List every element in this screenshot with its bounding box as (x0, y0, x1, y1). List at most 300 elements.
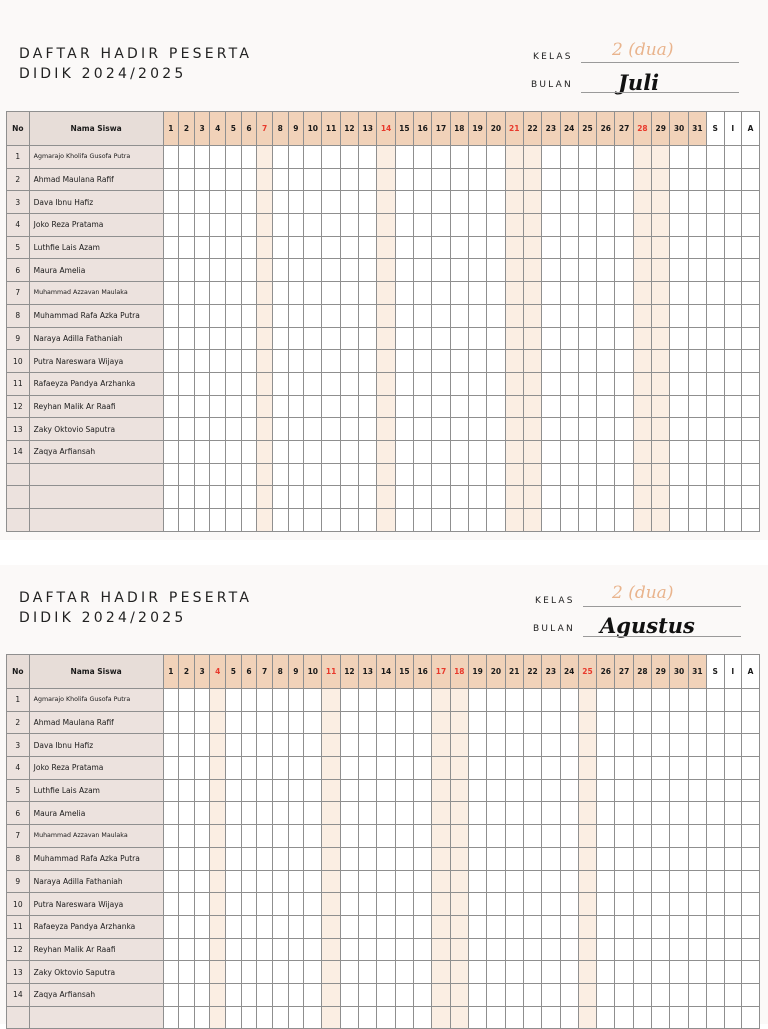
attendance-cell[interactable] (257, 509, 273, 532)
attendance-cell[interactable] (560, 236, 578, 259)
attendance-cell[interactable] (359, 327, 377, 350)
attendance-cell[interactable] (523, 463, 541, 486)
attendance-cell[interactable] (288, 689, 304, 712)
attendance-cell[interactable] (523, 893, 541, 916)
attendance-cell[interactable] (179, 440, 195, 463)
attendance-cell[interactable] (179, 509, 195, 532)
total-sakit-cell[interactable] (707, 395, 725, 418)
attendance-cell[interactable] (340, 372, 358, 395)
attendance-cell[interactable] (304, 236, 322, 259)
attendance-cell[interactable] (288, 304, 304, 327)
attendance-cell[interactable] (615, 327, 633, 350)
attendance-cell[interactable] (597, 486, 615, 509)
attendance-cell[interactable] (210, 486, 226, 509)
attendance-cell[interactable] (322, 1006, 340, 1029)
attendance-cell[interactable] (432, 734, 450, 757)
attendance-cell[interactable] (688, 236, 706, 259)
attendance-cell[interactable] (578, 350, 596, 373)
attendance-cell[interactable] (523, 779, 541, 802)
attendance-cell[interactable] (226, 418, 242, 441)
attendance-cell[interactable] (615, 146, 633, 169)
attendance-cell[interactable] (241, 734, 257, 757)
attendance-cell[interactable] (432, 214, 450, 237)
attendance-cell[interactable] (652, 282, 670, 305)
attendance-cell[interactable] (272, 893, 288, 916)
attendance-cell[interactable] (272, 779, 288, 802)
total-sakit-cell[interactable] (707, 440, 725, 463)
attendance-cell[interactable] (163, 214, 179, 237)
attendance-cell[interactable] (359, 802, 377, 825)
attendance-cell[interactable] (468, 757, 486, 780)
attendance-cell[interactable] (272, 961, 288, 984)
attendance-cell[interactable] (487, 689, 505, 712)
attendance-cell[interactable] (487, 961, 505, 984)
attendance-cell[interactable] (542, 440, 560, 463)
attendance-cell[interactable] (505, 191, 523, 214)
attendance-cell[interactable] (272, 350, 288, 373)
attendance-cell[interactable] (487, 463, 505, 486)
total-sakit-cell[interactable] (707, 418, 725, 441)
total-sakit-cell[interactable] (707, 757, 725, 780)
attendance-cell[interactable] (432, 915, 450, 938)
attendance-cell[interactable] (179, 983, 195, 1006)
attendance-cell[interactable] (179, 236, 195, 259)
attendance-cell[interactable] (487, 236, 505, 259)
attendance-cell[interactable] (578, 847, 596, 870)
attendance-cell[interactable] (322, 961, 340, 984)
attendance-cell[interactable] (226, 236, 242, 259)
attendance-cell[interactable] (322, 509, 340, 532)
attendance-cell[interactable] (359, 825, 377, 848)
attendance-cell[interactable] (395, 440, 413, 463)
attendance-cell[interactable] (414, 372, 432, 395)
total-alpa-cell[interactable] (742, 440, 760, 463)
attendance-cell[interactable] (257, 418, 273, 441)
attendance-cell[interactable] (542, 825, 560, 848)
attendance-cell[interactable] (432, 463, 450, 486)
attendance-cell[interactable] (340, 191, 358, 214)
attendance-cell[interactable] (450, 259, 468, 282)
attendance-cell[interactable] (395, 1006, 413, 1029)
attendance-cell[interactable] (652, 304, 670, 327)
attendance-cell[interactable] (340, 395, 358, 418)
attendance-cell[interactable] (633, 779, 651, 802)
attendance-cell[interactable] (377, 168, 395, 191)
attendance-cell[interactable] (210, 711, 226, 734)
attendance-cell[interactable] (257, 825, 273, 848)
attendance-cell[interactable] (505, 418, 523, 441)
attendance-cell[interactable] (468, 847, 486, 870)
total-izin-cell[interactable] (724, 486, 742, 509)
attendance-cell[interactable] (304, 893, 322, 916)
attendance-cell[interactable] (377, 486, 395, 509)
attendance-cell[interactable] (288, 893, 304, 916)
attendance-cell[interactable] (359, 1006, 377, 1029)
attendance-cell[interactable] (288, 395, 304, 418)
attendance-cell[interactable] (340, 304, 358, 327)
attendance-cell[interactable] (670, 1006, 688, 1029)
attendance-cell[interactable] (468, 395, 486, 418)
attendance-cell[interactable] (597, 259, 615, 282)
attendance-cell[interactable] (163, 146, 179, 169)
attendance-cell[interactable] (615, 689, 633, 712)
attendance-cell[interactable] (340, 983, 358, 1006)
attendance-cell[interactable] (414, 779, 432, 802)
attendance-cell[interactable] (597, 350, 615, 373)
attendance-cell[interactable] (505, 870, 523, 893)
attendance-cell[interactable] (652, 938, 670, 961)
attendance-cell[interactable] (487, 938, 505, 961)
attendance-cell[interactable] (633, 372, 651, 395)
attendance-cell[interactable] (210, 734, 226, 757)
attendance-cell[interactable] (322, 802, 340, 825)
attendance-cell[interactable] (179, 893, 195, 916)
attendance-cell[interactable] (257, 350, 273, 373)
attendance-cell[interactable] (505, 779, 523, 802)
attendance-cell[interactable] (450, 440, 468, 463)
attendance-cell[interactable] (272, 440, 288, 463)
attendance-cell[interactable] (505, 236, 523, 259)
attendance-cell[interactable] (179, 146, 195, 169)
attendance-cell[interactable] (414, 802, 432, 825)
attendance-cell[interactable] (304, 915, 322, 938)
attendance-cell[interactable] (670, 395, 688, 418)
attendance-cell[interactable] (487, 282, 505, 305)
attendance-cell[interactable] (597, 168, 615, 191)
attendance-cell[interactable] (241, 802, 257, 825)
attendance-cell[interactable] (542, 1006, 560, 1029)
attendance-cell[interactable] (377, 395, 395, 418)
attendance-cell[interactable] (560, 463, 578, 486)
attendance-cell[interactable] (272, 304, 288, 327)
attendance-cell[interactable] (322, 486, 340, 509)
attendance-cell[interactable] (670, 191, 688, 214)
attendance-cell[interactable] (179, 961, 195, 984)
attendance-cell[interactable] (432, 1006, 450, 1029)
attendance-cell[interactable] (633, 983, 651, 1006)
attendance-cell[interactable] (210, 372, 226, 395)
attendance-cell[interactable] (163, 191, 179, 214)
total-alpa-cell[interactable] (742, 711, 760, 734)
attendance-cell[interactable] (194, 304, 210, 327)
attendance-cell[interactable] (226, 304, 242, 327)
attendance-cell[interactable] (226, 463, 242, 486)
attendance-cell[interactable] (523, 168, 541, 191)
attendance-cell[interactable] (468, 825, 486, 848)
attendance-cell[interactable] (688, 168, 706, 191)
attendance-cell[interactable] (542, 711, 560, 734)
attendance-cell[interactable] (633, 282, 651, 305)
attendance-cell[interactable] (359, 282, 377, 305)
attendance-cell[interactable] (241, 825, 257, 848)
attendance-cell[interactable] (450, 372, 468, 395)
attendance-cell[interactable] (670, 711, 688, 734)
attendance-cell[interactable] (395, 757, 413, 780)
attendance-cell[interactable] (597, 847, 615, 870)
attendance-cell[interactable] (633, 214, 651, 237)
attendance-cell[interactable] (340, 214, 358, 237)
attendance-cell[interactable] (395, 870, 413, 893)
attendance-cell[interactable] (163, 168, 179, 191)
attendance-cell[interactable] (414, 259, 432, 282)
attendance-cell[interactable] (468, 282, 486, 305)
attendance-cell[interactable] (542, 304, 560, 327)
attendance-cell[interactable] (194, 372, 210, 395)
total-izin-cell[interactable] (724, 350, 742, 373)
attendance-cell[interactable] (241, 282, 257, 305)
total-izin-cell[interactable] (724, 372, 742, 395)
attendance-cell[interactable] (670, 418, 688, 441)
attendance-cell[interactable] (340, 509, 358, 532)
attendance-cell[interactable] (652, 961, 670, 984)
attendance-cell[interactable] (272, 168, 288, 191)
attendance-cell[interactable] (322, 350, 340, 373)
attendance-cell[interactable] (578, 259, 596, 282)
attendance-cell[interactable] (652, 983, 670, 1006)
total-sakit-cell[interactable] (707, 938, 725, 961)
attendance-cell[interactable] (560, 168, 578, 191)
attendance-cell[interactable] (505, 825, 523, 848)
attendance-cell[interactable] (241, 259, 257, 282)
attendance-cell[interactable] (272, 236, 288, 259)
attendance-cell[interactable] (272, 282, 288, 305)
attendance-cell[interactable] (615, 915, 633, 938)
attendance-cell[interactable] (179, 825, 195, 848)
attendance-cell[interactable] (359, 509, 377, 532)
attendance-cell[interactable] (542, 734, 560, 757)
total-sakit-cell[interactable] (707, 327, 725, 350)
attendance-cell[interactable] (688, 282, 706, 305)
total-alpa-cell[interactable] (742, 395, 760, 418)
attendance-cell[interactable] (241, 304, 257, 327)
attendance-cell[interactable] (670, 689, 688, 712)
attendance-cell[interactable] (487, 734, 505, 757)
attendance-cell[interactable] (688, 825, 706, 848)
attendance-cell[interactable] (615, 191, 633, 214)
attendance-cell[interactable] (560, 418, 578, 441)
attendance-cell[interactable] (670, 938, 688, 961)
attendance-cell[interactable] (179, 711, 195, 734)
attendance-cell[interactable] (210, 327, 226, 350)
attendance-cell[interactable] (523, 146, 541, 169)
attendance-cell[interactable] (304, 757, 322, 780)
attendance-cell[interactable] (194, 847, 210, 870)
attendance-cell[interactable] (359, 779, 377, 802)
attendance-cell[interactable] (597, 689, 615, 712)
attendance-cell[interactable] (542, 847, 560, 870)
attendance-cell[interactable] (304, 395, 322, 418)
attendance-cell[interactable] (597, 214, 615, 237)
attendance-cell[interactable] (633, 757, 651, 780)
attendance-cell[interactable] (597, 757, 615, 780)
attendance-cell[interactable] (578, 779, 596, 802)
attendance-cell[interactable] (468, 961, 486, 984)
total-sakit-cell[interactable] (707, 191, 725, 214)
attendance-cell[interactable] (523, 372, 541, 395)
attendance-cell[interactable] (340, 440, 358, 463)
attendance-cell[interactable] (652, 191, 670, 214)
attendance-cell[interactable] (359, 463, 377, 486)
total-alpa-cell[interactable] (742, 304, 760, 327)
attendance-cell[interactable] (210, 463, 226, 486)
attendance-cell[interactable] (468, 418, 486, 441)
attendance-cell[interactable] (688, 372, 706, 395)
attendance-cell[interactable] (272, 214, 288, 237)
attendance-cell[interactable] (450, 236, 468, 259)
attendance-cell[interactable] (288, 486, 304, 509)
attendance-cell[interactable] (377, 418, 395, 441)
attendance-cell[interactable] (633, 146, 651, 169)
attendance-cell[interactable] (210, 168, 226, 191)
attendance-cell[interactable] (523, 259, 541, 282)
attendance-cell[interactable] (322, 757, 340, 780)
attendance-cell[interactable] (542, 282, 560, 305)
attendance-cell[interactable] (194, 146, 210, 169)
attendance-cell[interactable] (322, 259, 340, 282)
attendance-cell[interactable] (210, 847, 226, 870)
attendance-cell[interactable] (615, 711, 633, 734)
attendance-cell[interactable] (288, 825, 304, 848)
attendance-cell[interactable] (523, 734, 541, 757)
attendance-cell[interactable] (560, 689, 578, 712)
attendance-cell[interactable] (560, 350, 578, 373)
attendance-cell[interactable] (414, 146, 432, 169)
attendance-cell[interactable] (257, 259, 273, 282)
attendance-cell[interactable] (179, 1006, 195, 1029)
attendance-cell[interactable] (257, 168, 273, 191)
attendance-cell[interactable] (578, 938, 596, 961)
attendance-cell[interactable] (505, 915, 523, 938)
attendance-cell[interactable] (257, 689, 273, 712)
attendance-cell[interactable] (163, 372, 179, 395)
attendance-cell[interactable] (257, 327, 273, 350)
attendance-cell[interactable] (359, 486, 377, 509)
attendance-cell[interactable] (359, 711, 377, 734)
attendance-cell[interactable] (615, 236, 633, 259)
attendance-cell[interactable] (578, 893, 596, 916)
total-alpa-cell[interactable] (742, 509, 760, 532)
attendance-cell[interactable] (450, 395, 468, 418)
attendance-cell[interactable] (633, 236, 651, 259)
attendance-cell[interactable] (322, 282, 340, 305)
attendance-cell[interactable] (257, 779, 273, 802)
attendance-cell[interactable] (560, 757, 578, 780)
attendance-cell[interactable] (194, 779, 210, 802)
attendance-cell[interactable] (359, 214, 377, 237)
attendance-cell[interactable] (272, 486, 288, 509)
attendance-cell[interactable] (652, 350, 670, 373)
attendance-cell[interactable] (340, 418, 358, 441)
attendance-cell[interactable] (578, 1006, 596, 1029)
attendance-cell[interactable] (578, 915, 596, 938)
attendance-cell[interactable] (487, 191, 505, 214)
attendance-cell[interactable] (194, 463, 210, 486)
attendance-cell[interactable] (414, 734, 432, 757)
attendance-cell[interactable] (615, 961, 633, 984)
attendance-cell[interactable] (432, 689, 450, 712)
attendance-cell[interactable] (670, 214, 688, 237)
attendance-cell[interactable] (688, 259, 706, 282)
attendance-cell[interactable] (395, 893, 413, 916)
attendance-cell[interactable] (304, 259, 322, 282)
attendance-cell[interactable] (597, 1006, 615, 1029)
attendance-cell[interactable] (377, 915, 395, 938)
total-alpa-cell[interactable] (742, 418, 760, 441)
attendance-cell[interactable] (652, 847, 670, 870)
attendance-cell[interactable] (615, 418, 633, 441)
attendance-cell[interactable] (340, 779, 358, 802)
attendance-cell[interactable] (542, 214, 560, 237)
attendance-cell[interactable] (163, 440, 179, 463)
attendance-cell[interactable] (414, 395, 432, 418)
attendance-cell[interactable] (578, 870, 596, 893)
attendance-cell[interactable] (688, 146, 706, 169)
attendance-cell[interactable] (322, 689, 340, 712)
attendance-cell[interactable] (432, 191, 450, 214)
attendance-cell[interactable] (304, 870, 322, 893)
attendance-cell[interactable] (560, 825, 578, 848)
attendance-cell[interactable] (615, 938, 633, 961)
attendance-cell[interactable] (304, 689, 322, 712)
attendance-cell[interactable] (288, 711, 304, 734)
attendance-cell[interactable] (505, 372, 523, 395)
attendance-cell[interactable] (432, 983, 450, 1006)
attendance-cell[interactable] (340, 350, 358, 373)
attendance-cell[interactable] (450, 870, 468, 893)
attendance-cell[interactable] (523, 870, 541, 893)
attendance-cell[interactable] (395, 350, 413, 373)
attendance-cell[interactable] (633, 509, 651, 532)
total-izin-cell[interactable] (724, 757, 742, 780)
attendance-cell[interactable] (288, 350, 304, 373)
attendance-cell[interactable] (450, 146, 468, 169)
attendance-cell[interactable] (395, 304, 413, 327)
attendance-cell[interactable] (670, 847, 688, 870)
attendance-cell[interactable] (505, 282, 523, 305)
attendance-cell[interactable] (163, 779, 179, 802)
attendance-cell[interactable] (194, 802, 210, 825)
attendance-cell[interactable] (468, 440, 486, 463)
total-sakit-cell[interactable] (707, 1006, 725, 1029)
attendance-cell[interactable] (450, 689, 468, 712)
attendance-cell[interactable] (194, 893, 210, 916)
attendance-cell[interactable] (288, 961, 304, 984)
attendance-cell[interactable] (194, 191, 210, 214)
attendance-cell[interactable] (226, 168, 242, 191)
attendance-cell[interactable] (257, 915, 273, 938)
attendance-cell[interactable] (226, 191, 242, 214)
attendance-cell[interactable] (414, 214, 432, 237)
attendance-cell[interactable] (304, 734, 322, 757)
attendance-cell[interactable] (340, 711, 358, 734)
attendance-cell[interactable] (432, 961, 450, 984)
attendance-cell[interactable] (652, 236, 670, 259)
attendance-cell[interactable] (450, 463, 468, 486)
attendance-cell[interactable] (633, 847, 651, 870)
attendance-cell[interactable] (652, 486, 670, 509)
attendance-cell[interactable] (652, 327, 670, 350)
attendance-cell[interactable] (241, 893, 257, 916)
attendance-cell[interactable] (523, 711, 541, 734)
attendance-cell[interactable] (633, 304, 651, 327)
attendance-cell[interactable] (179, 191, 195, 214)
attendance-cell[interactable] (670, 236, 688, 259)
attendance-cell[interactable] (377, 146, 395, 169)
total-alpa-cell[interactable] (742, 825, 760, 848)
attendance-cell[interactable] (163, 802, 179, 825)
attendance-cell[interactable] (578, 825, 596, 848)
attendance-cell[interactable] (395, 847, 413, 870)
